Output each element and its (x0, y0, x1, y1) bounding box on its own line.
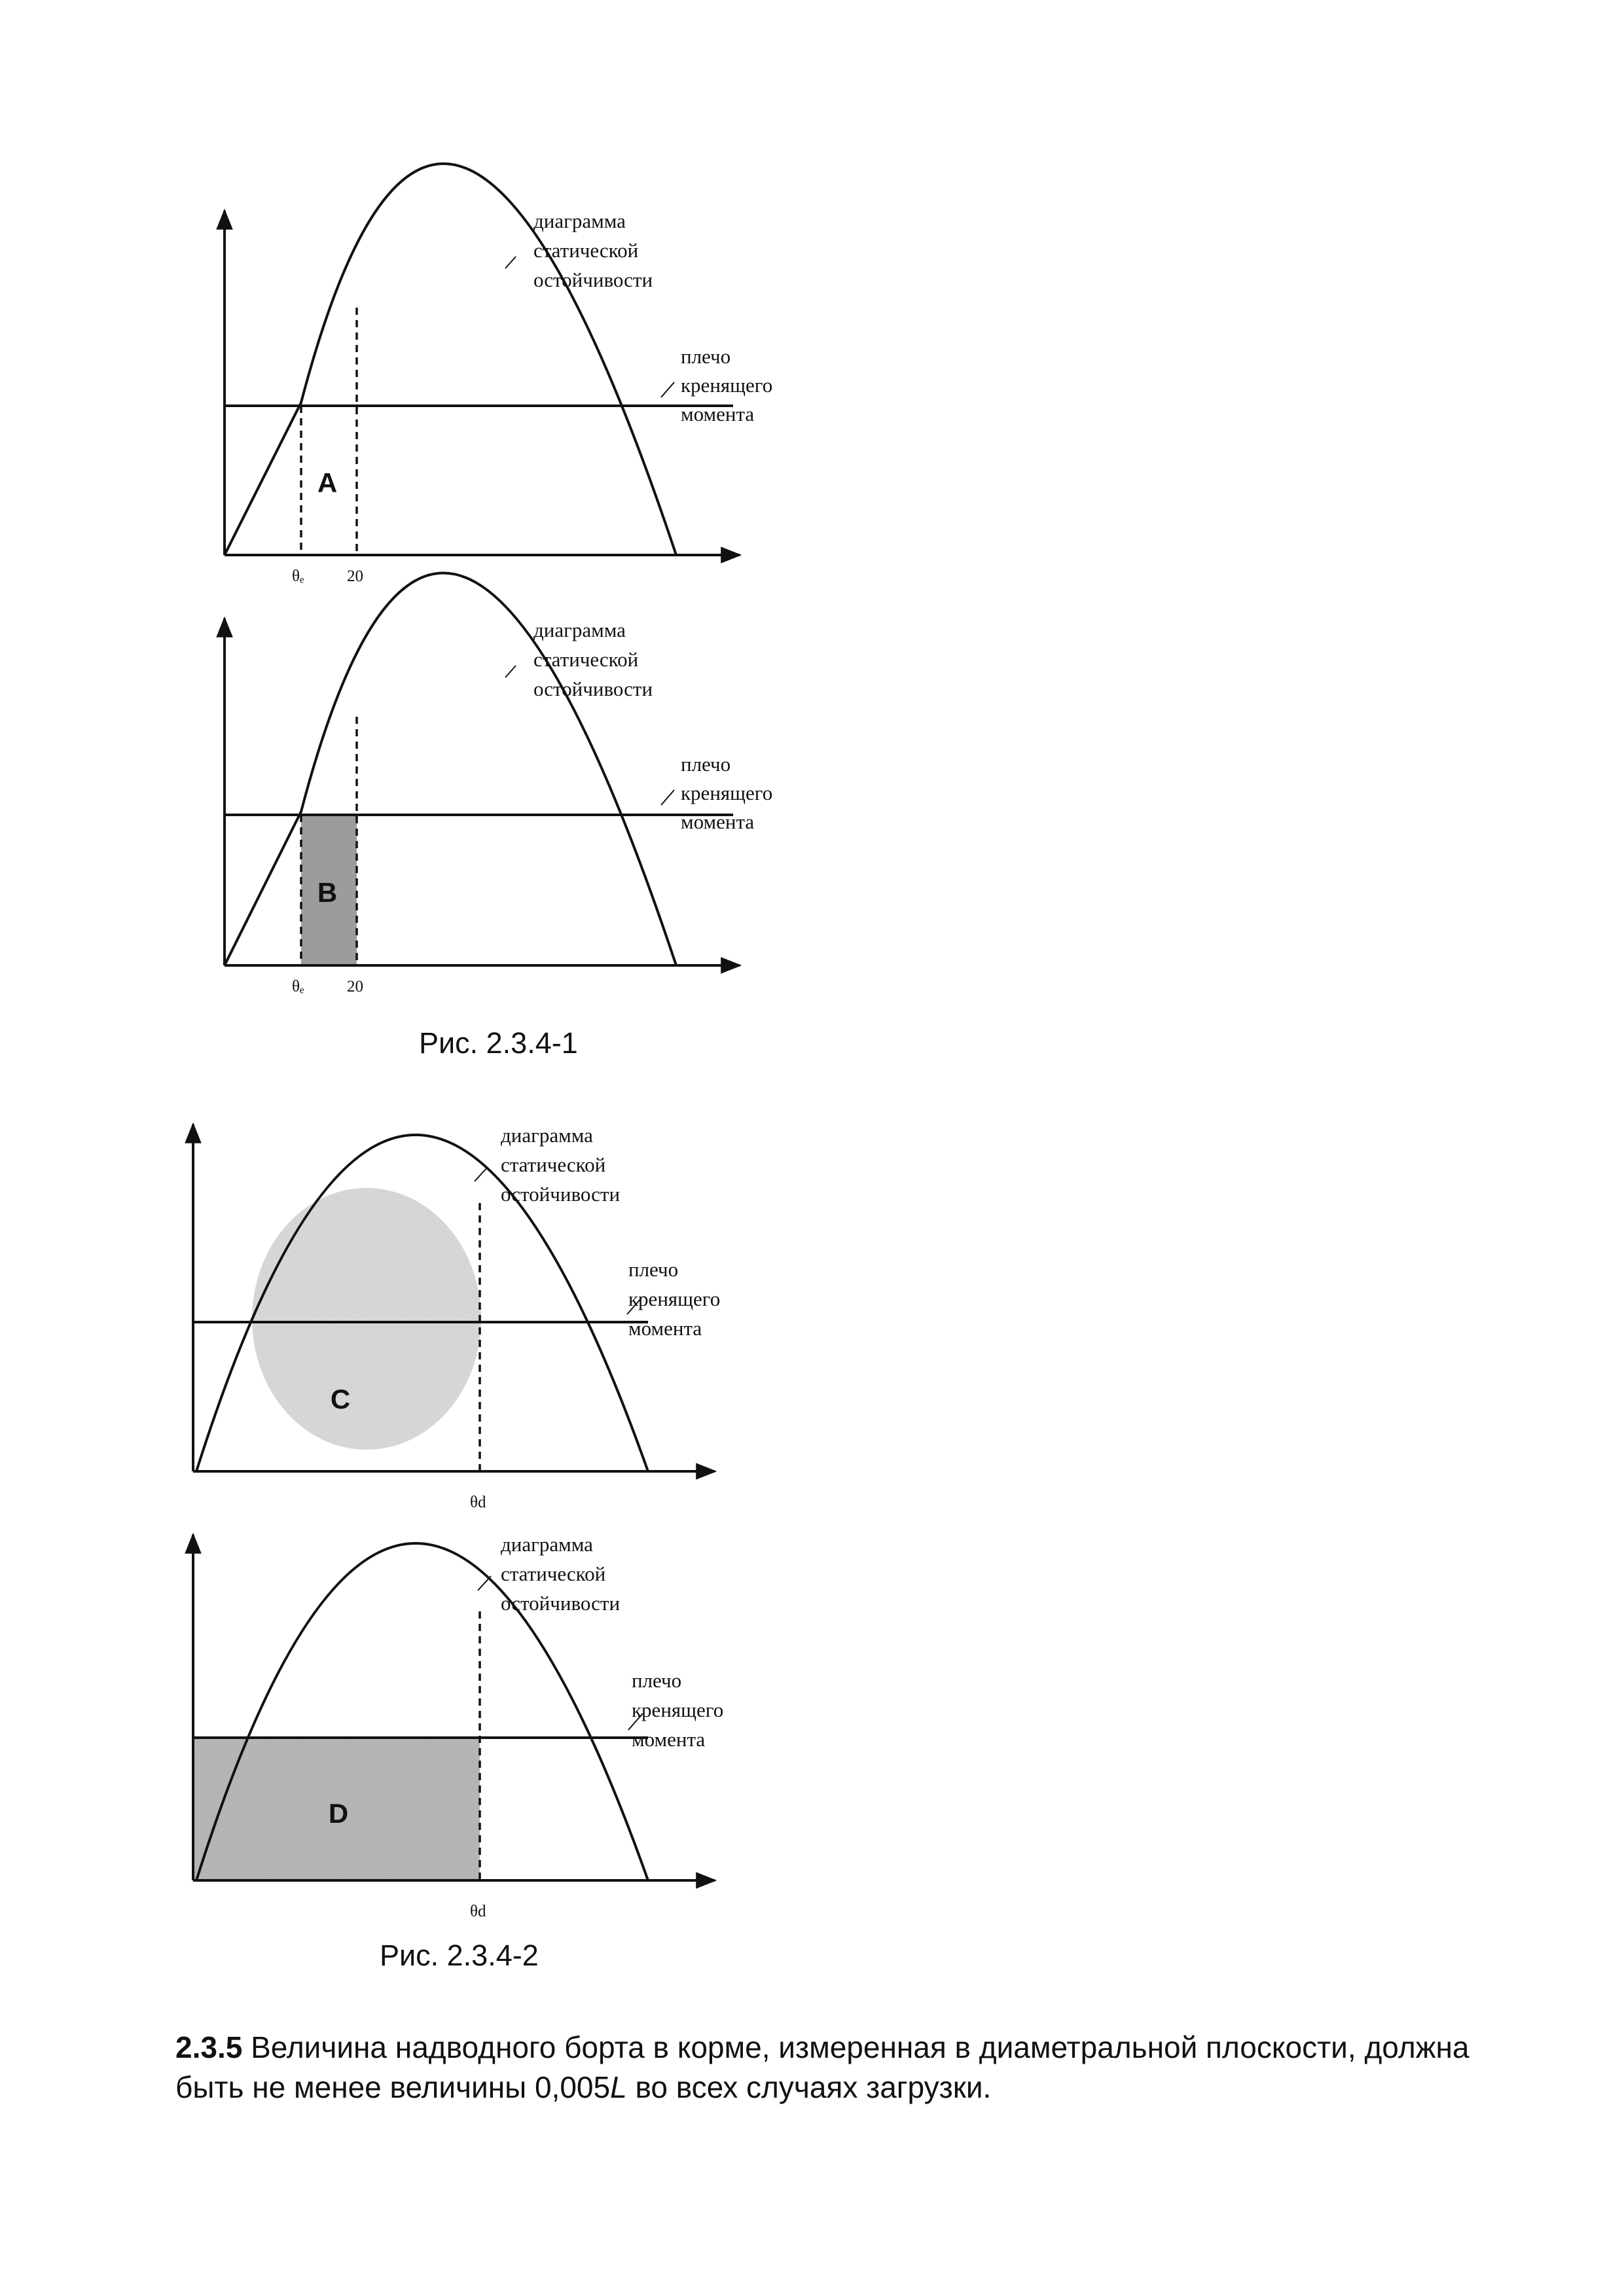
shaded-area-c-grain (252, 1188, 481, 1450)
region-label: C (330, 1384, 351, 1414)
arm-label-line-1: плечо (632, 1669, 682, 1692)
arm-label-leader (661, 382, 674, 397)
curve-label-line-2: статической (501, 1562, 606, 1585)
arm-label-leader (661, 790, 674, 805)
curve-label-line-2: статической (501, 1153, 606, 1176)
curve-label-line-3: остойчивости (501, 1592, 621, 1615)
tick-theta-d: θd (470, 1494, 486, 1511)
tick-theta-e: θₑ (292, 567, 304, 585)
arm-label-line-2: кренящего (628, 1287, 721, 1310)
curve-label-line-3: остойчивости (533, 268, 653, 291)
figure-caption-2: Рис. 2.3.4-2 (380, 1939, 539, 1972)
paragraph-text-before: Величина надводного борта в корме, измеренная в диаметральной плоскости, должна быть не менее величины 0,005 (175, 2030, 1470, 2104)
tick-20: 20 (347, 978, 363, 996)
paragraph-2-3-5 (175, 2028, 1517, 2108)
tick-theta-e: θₑ (292, 978, 304, 996)
arm-label-line-1: плечо (628, 1258, 679, 1281)
diagram-b (225, 573, 772, 996)
paragraph-number: 2.3.5 (175, 2030, 243, 2064)
curve-label-line-3: остойчивости (533, 677, 653, 700)
region-label: A (317, 467, 338, 498)
arm-label-line-2: кренящего (681, 374, 773, 397)
arm-label-line-3: момента (681, 403, 755, 425)
curve-label-line-1: диаграмма (501, 1124, 593, 1147)
arm-label-line-1: плечо (681, 753, 731, 776)
arm-label-line-3: момента (681, 810, 755, 833)
paragraph-text-after: во всех случаях загрузки. (626, 2070, 992, 2104)
curve-label-line-2: статической (533, 239, 639, 262)
curve-label-line-1: диаграмма (533, 209, 626, 232)
diagram-d (193, 1533, 723, 1920)
tick-20: 20 (347, 567, 363, 585)
diagram-c (193, 1124, 720, 1511)
curve-label-leader (475, 1167, 488, 1181)
curve-label-line-1: диаграмма (533, 619, 626, 641)
figure-caption-1: Рис. 2.3.4-1 (419, 1026, 578, 1060)
arm-label-line-3: момента (632, 1728, 706, 1751)
tick-theta-d: θd (470, 1903, 486, 1920)
arm-label-line-3: момента (628, 1317, 702, 1340)
arm-label-line-2: кренящего (681, 781, 773, 804)
diagram-a (225, 164, 772, 585)
paragraph-variable: L (610, 2070, 627, 2104)
region-label: D (328, 1798, 349, 1829)
curve-label-leader (505, 666, 516, 677)
curve-label-line-3: остойчивости (501, 1183, 621, 1206)
curve-label-leader (478, 1576, 491, 1590)
curve-label-leader (505, 257, 516, 268)
arm-label-line-2: кренящего (632, 1698, 724, 1721)
curve-label-line-2: статической (533, 648, 639, 671)
region-label: B (317, 877, 338, 908)
curve-label-line-1: диаграмма (501, 1533, 593, 1556)
arm-label-line-1: плечо (681, 345, 731, 368)
